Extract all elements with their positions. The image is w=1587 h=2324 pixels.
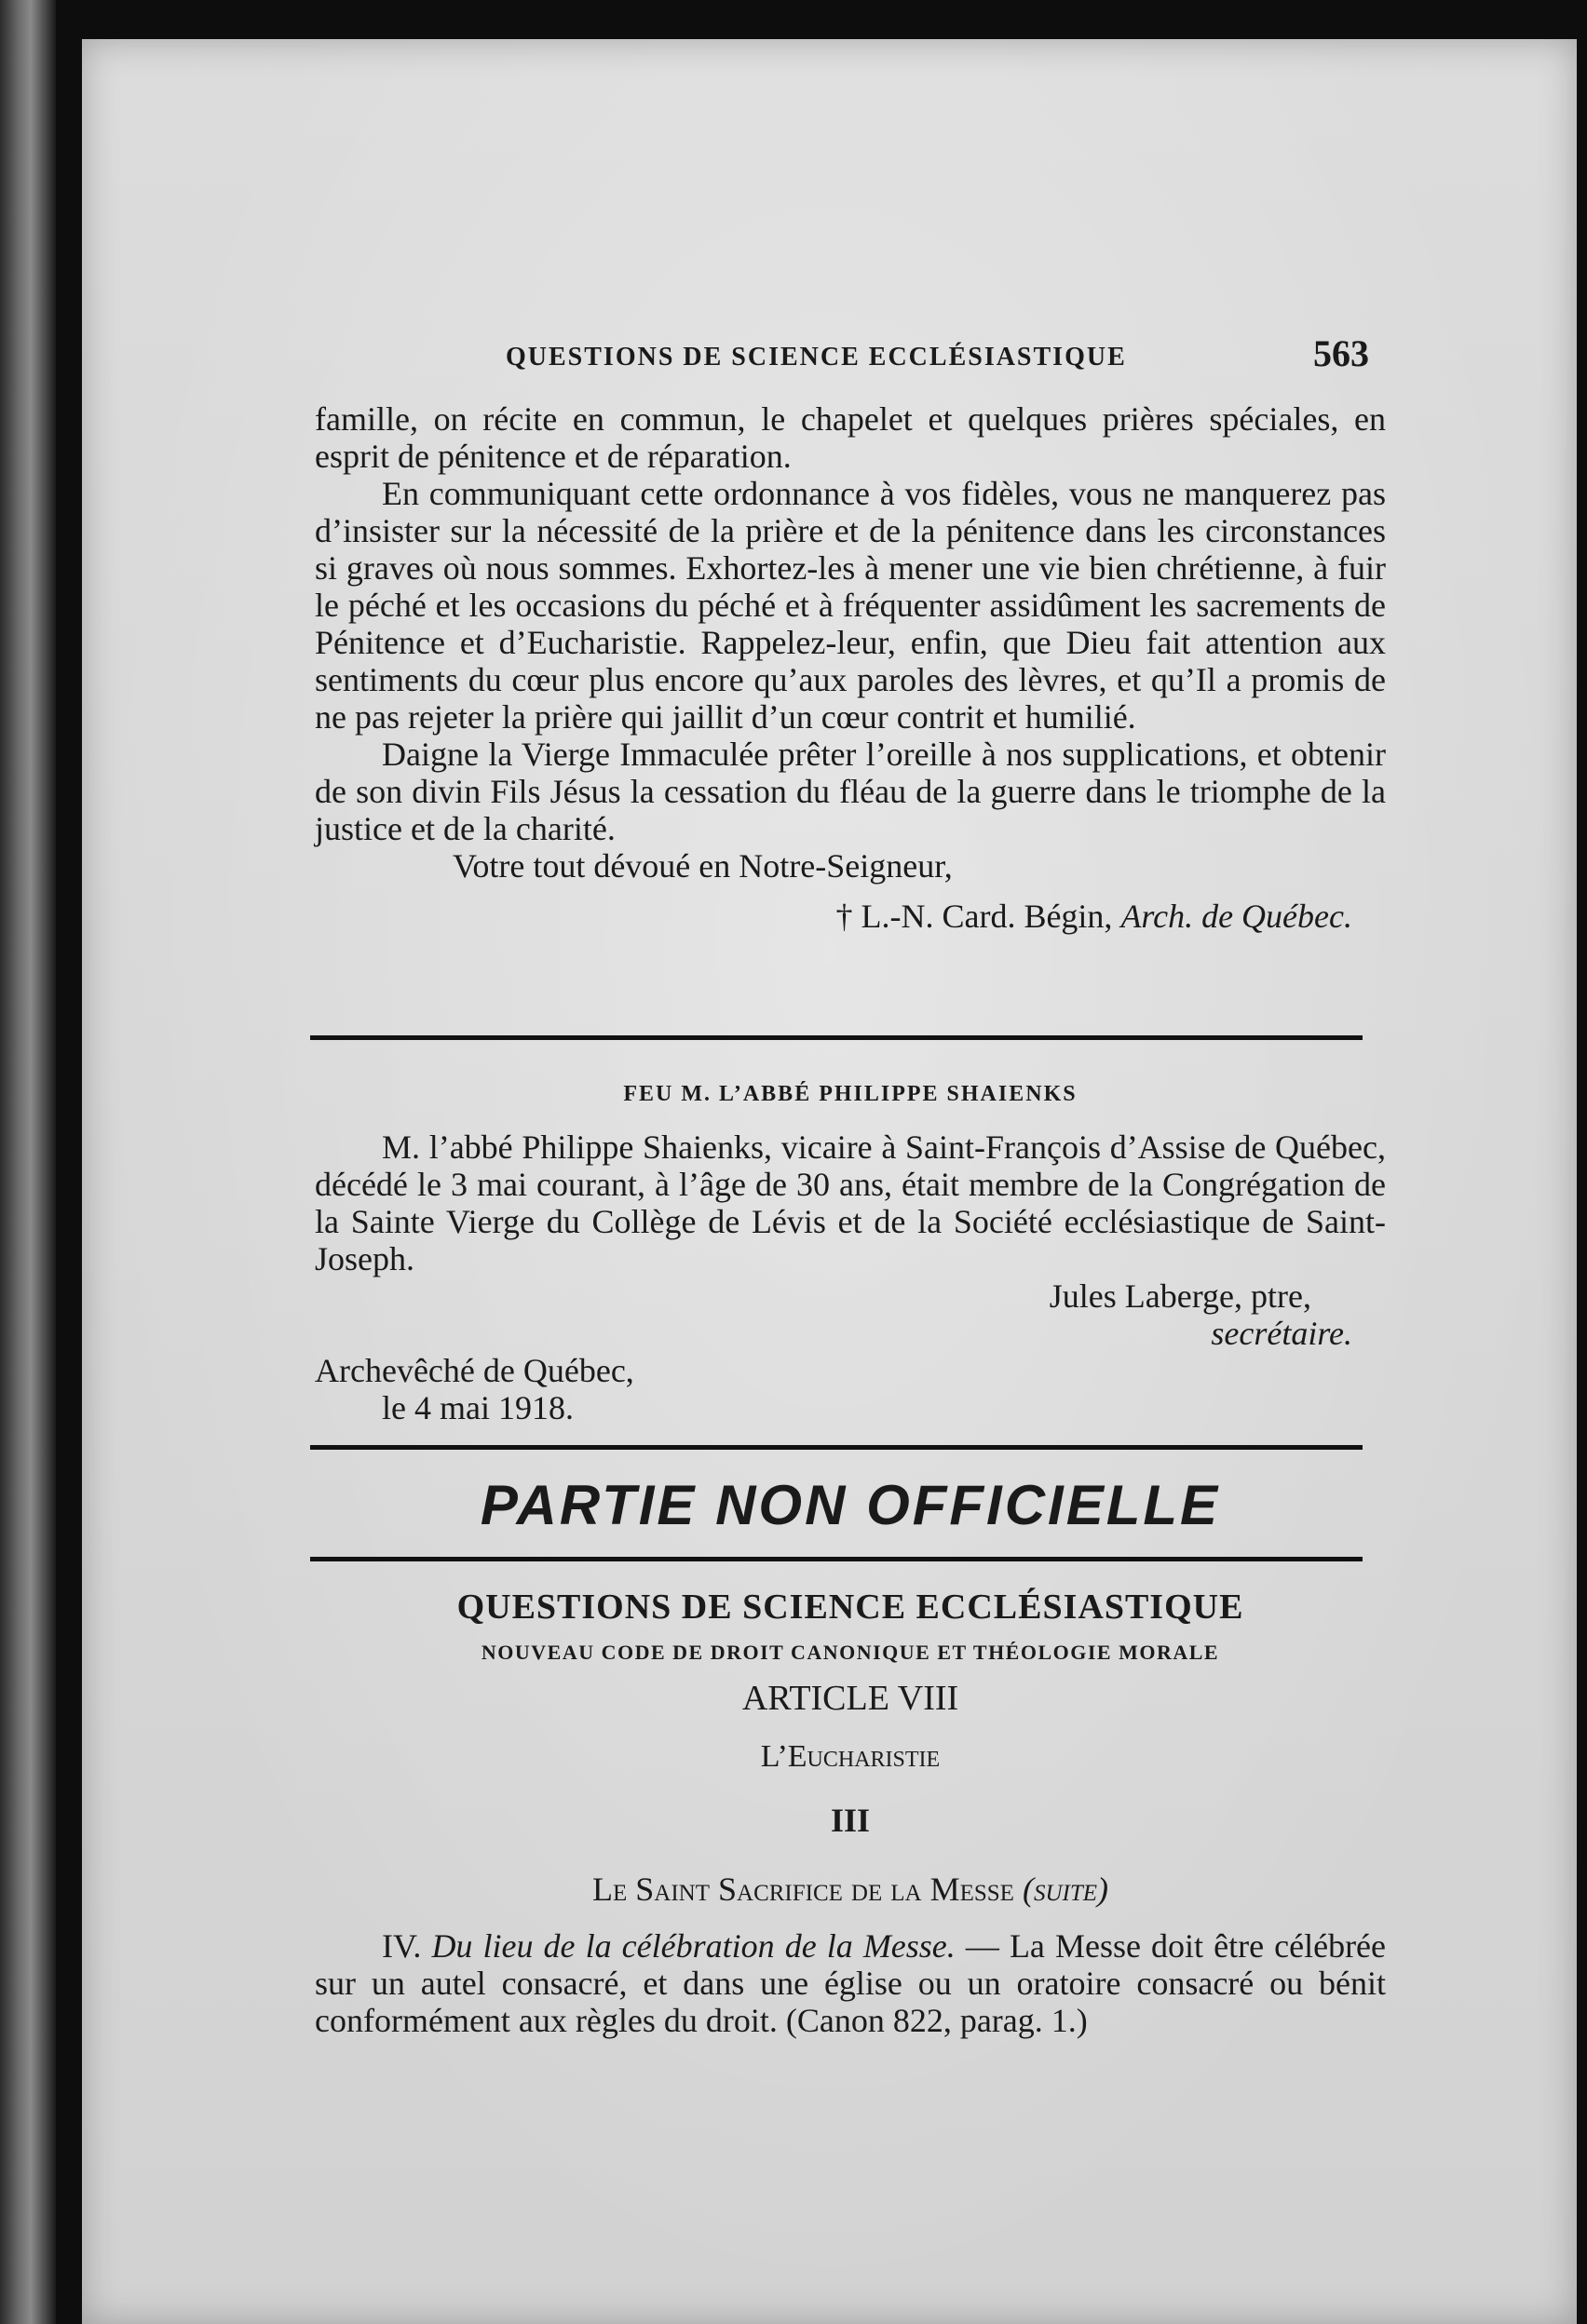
article-label: ARTICLE VIII <box>741 1679 959 1718</box>
signature-title: Arch. de Québec. <box>1120 898 1352 935</box>
letter-signature <box>315 898 1386 935</box>
adjacent-page-edge <box>0 0 56 2324</box>
paragraph-iv <box>315 1927 1386 2039</box>
paragraph-number: IV. <box>382 1927 422 1965</box>
running-header <box>315 326 1386 372</box>
letter-body <box>315 400 1386 935</box>
obituary-place: Archevêché de Québec, <box>315 1352 634 1389</box>
obituary-date: le 4 mai 1918. <box>382 1389 574 1426</box>
letter-paragraph: Daigne la Vierge Immaculée prêter l’oreille à nos supplications, et obtenir de son divin Fils Jésus la cessation du fléau de la guerre dans le triomphe de la justice et de la charité. <box>315 736 1386 847</box>
obituary-body <box>315 1128 1386 1426</box>
article-topic: L’Eucharistie <box>760 1739 941 1774</box>
paragraph-text: — La Messe doit être célébrée sur un autel consacré, et dans une église ou un oratoire consacré ou bénit conformément aux règles du droit. (Canon 822, parag. 1.) <box>315 1927 1387 2039</box>
partie-title: PARTIE NON OFFICIELLE <box>480 1474 1221 1536</box>
obituary-signer <box>315 1277 1386 1315</box>
book-page <box>82 39 1577 2324</box>
article-subheading: NOUVEAU CODE DE DROIT CANONIQUE ET THÉOLOGIE MORALE <box>481 1641 1220 1664</box>
obituary-text: M. l’abbé Philippe Shaienks, vicaire à Saint-François d’Assise de Québec, décédé le 3 mai courant, à l’âge de 30 ans, était membre de la Congrégation de la Sainte Vierge du Collège de Lévis et de la Société ecclésiastique de Saint-Joseph. <box>315 1128 1386 1277</box>
section-heading <box>315 1870 1386 1909</box>
letter-paragraph: En communiquant cette ordonnance à vos fidèles, vous ne manquerez pas d’insister sur la nécessité de la prière et de la pénitence dans les circonstances si graves où nous sommes. Exhortez-les à mener une vie bien chrétienne, à fuir le péché et les occasions du péché et à fréquenter assidûment les sacrements de Pénitence et d’Eucharistie. Rappelez-leur, enfin, que Dieu fait attention aux sentiments du cœur plus encore qu’aux paroles des lèvres, et qu’Il a promis de ne pas rejeter la prière qui jaillit d’un cœur contrit et humilié. <box>315 475 1386 736</box>
article-part: III <box>830 1802 871 1839</box>
article-heading: QUESTIONS DE SCIENCE ECCLÉSIASTIQUE <box>456 1588 1244 1627</box>
letter-paragraph: famille, on récite en commun, le chapelet et quelques prières spéciales, en esprit de pénitence et de réparation. <box>315 400 1386 475</box>
running-title: QUESTIONS DE SCIENCE ECCLÉSIASTIQUE <box>506 343 1127 372</box>
page-number: 563 <box>1313 332 1369 374</box>
signature-name: † L.-N. Card. Bégin, <box>835 898 1113 935</box>
divider-rule <box>310 1445 1363 1450</box>
letter-closing: Votre tout dévoué en Notre-Seigneur, <box>453 847 953 885</box>
section-title: Le Saint Sacrifice de la Messe <box>592 1871 1014 1908</box>
section-suffix: (suite) <box>1022 1871 1108 1908</box>
divider-rule <box>310 1035 1363 1040</box>
signer-name: Jules Laberge, ptre, <box>1049 1277 1311 1315</box>
obituary-title: FEU M. L’ABBÉ PHILIPPE SHAIENKS <box>623 1082 1078 1106</box>
paragraph-title: Du lieu de la célébration de la Messe. <box>431 1927 956 1965</box>
obituary-signer-role: secrétaire. <box>1211 1315 1352 1352</box>
article-paragraph <box>315 1927 1386 2039</box>
divider-rule <box>310 1557 1363 1561</box>
